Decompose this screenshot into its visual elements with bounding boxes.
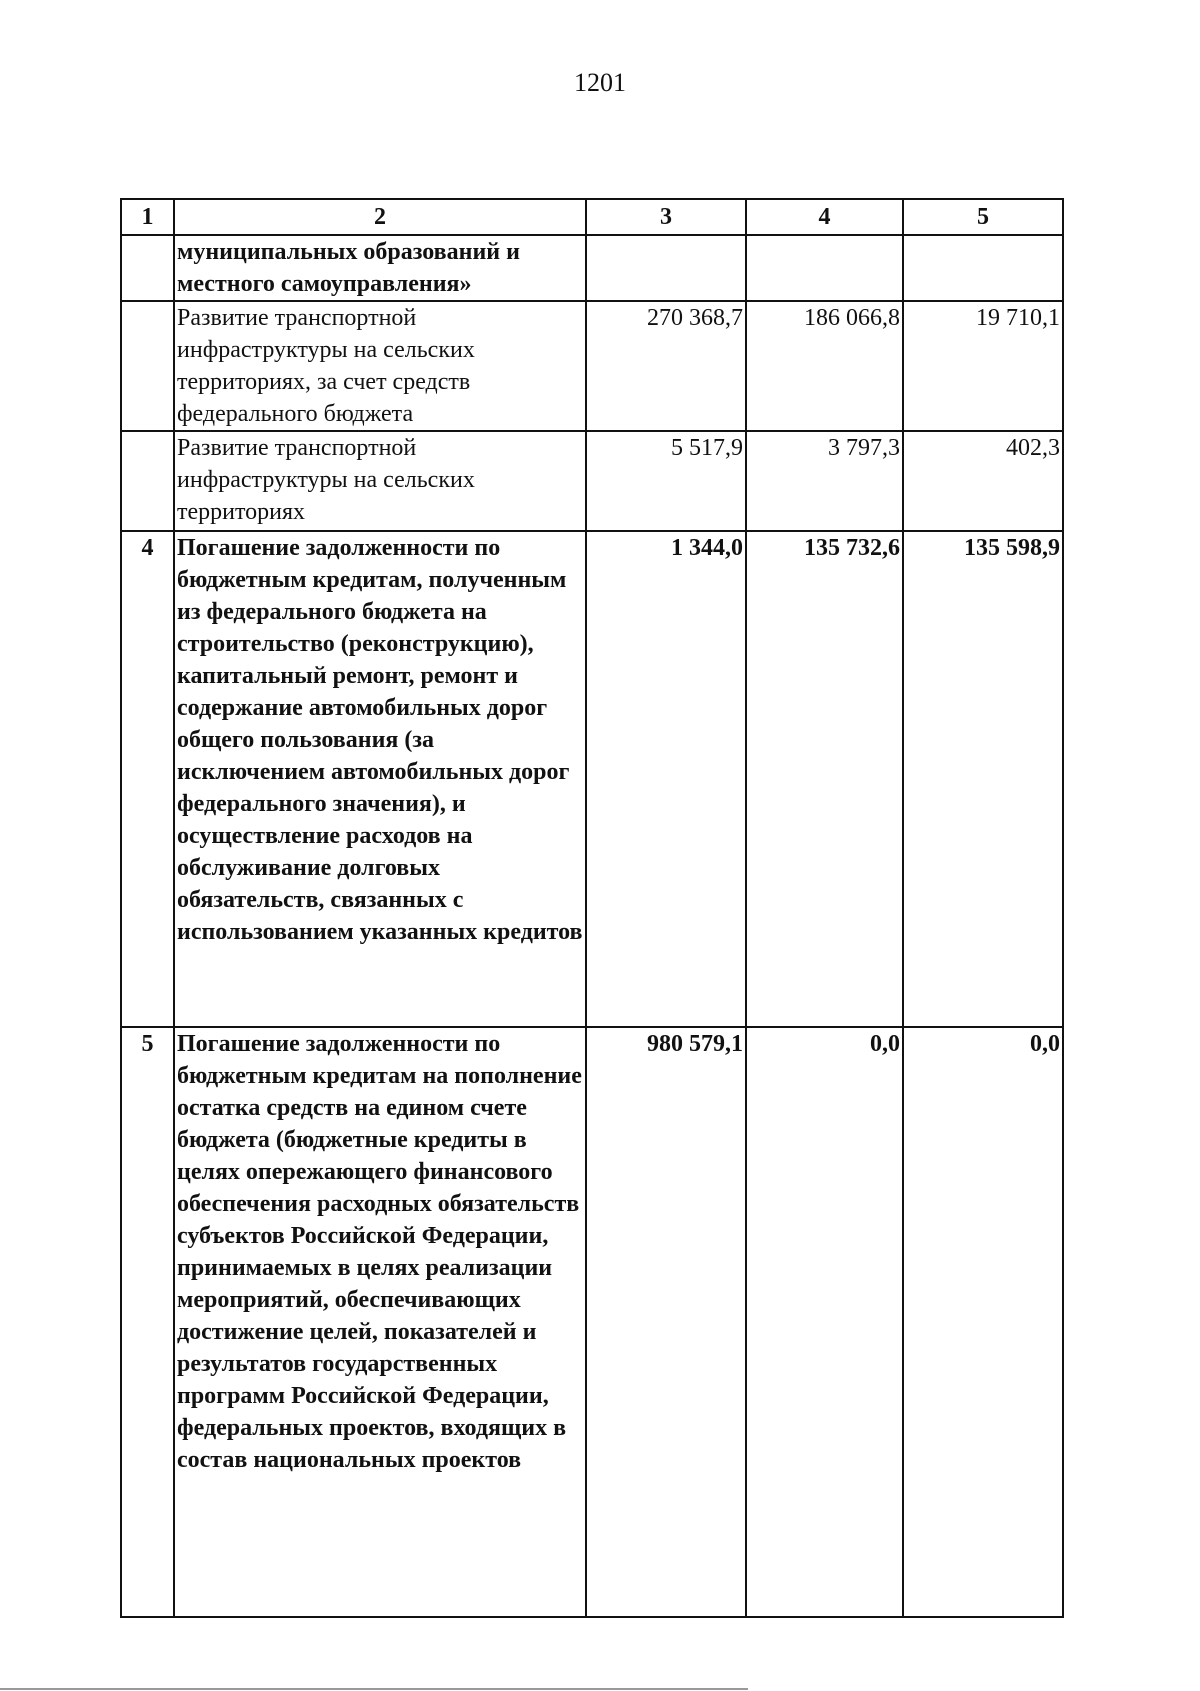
header-col-5: 5 [903, 199, 1063, 235]
header-col-2: 2 [174, 199, 586, 235]
row-name: Погашение задолженности по бюджетным кредитам на пополнение остатка средств на едином счете бюджета (бюджетные кредиты в целях опережающего финансового обеспечения расходных обязательств субъектов Российской Федерации, принимаемых в целях реализации мероприятий, обеспечивающих достижение целей, показателей и результатов государственных программ Российской Федерации, федеральных проектов, входящих в состав национальных проектов [174, 1027, 586, 1617]
header-col-3: 3 [586, 199, 746, 235]
row-value-col5 [903, 235, 1063, 301]
row-value-col4: 186 066,8 [746, 301, 903, 431]
row-name: Развитие транспортной инфраструктуры на сельских территориях, за счет средств федерального бюджета [174, 301, 586, 431]
table-row [121, 301, 1063, 431]
row-number [121, 235, 174, 301]
table-row [121, 1027, 1063, 1617]
row-value-col5: 19 710,1 [903, 301, 1063, 431]
row-value-col3: 5 517,9 [586, 431, 746, 531]
row-name: Развитие транспортной инфраструктуры на сельских территориях [174, 431, 586, 531]
row-value-col4: 135 732,6 [746, 531, 903, 1027]
page-number: 1201 [574, 68, 626, 97]
row-number: 5 [121, 1027, 174, 1617]
budget-table [120, 198, 1064, 1618]
row-value-col3: 980 579,1 [586, 1027, 746, 1617]
row-value-col4 [746, 235, 903, 301]
row-value-col5: 402,3 [903, 431, 1063, 531]
row-value-col3: 270 368,7 [586, 301, 746, 431]
row-number: 4 [121, 531, 174, 1027]
row-value-col4: 0,0 [746, 1027, 903, 1617]
scan-edge-line [0, 1688, 748, 1690]
row-name: Погашение задолженности по бюджетным кредитам, полученным из федерального бюджета на строительство (реконструкцию), капитальный ремонт, ремонт и содержание автомобильных дорог общего пользования (за исключением автомобильных дорог федерального значения), и осуществление расходов на обслуживание долговых обязательств, связанных с использованием указанных кредитов [174, 531, 586, 1027]
row-name: муниципальных образований и местного самоуправления» [174, 235, 586, 301]
header-col-1: 1 [121, 199, 174, 235]
row-number [121, 301, 174, 431]
header-row [121, 199, 1063, 235]
table-row [121, 531, 1063, 1027]
row-value-col3: 1 344,0 [586, 531, 746, 1027]
row-value-col5: 0,0 [903, 1027, 1063, 1617]
row-value-col5: 135 598,9 [903, 531, 1063, 1027]
row-value-col4: 3 797,3 [746, 431, 903, 531]
table-row [121, 235, 1063, 301]
row-value-col3 [586, 235, 746, 301]
row-number [121, 431, 174, 531]
header-col-4: 4 [746, 199, 903, 235]
table-row [121, 431, 1063, 531]
